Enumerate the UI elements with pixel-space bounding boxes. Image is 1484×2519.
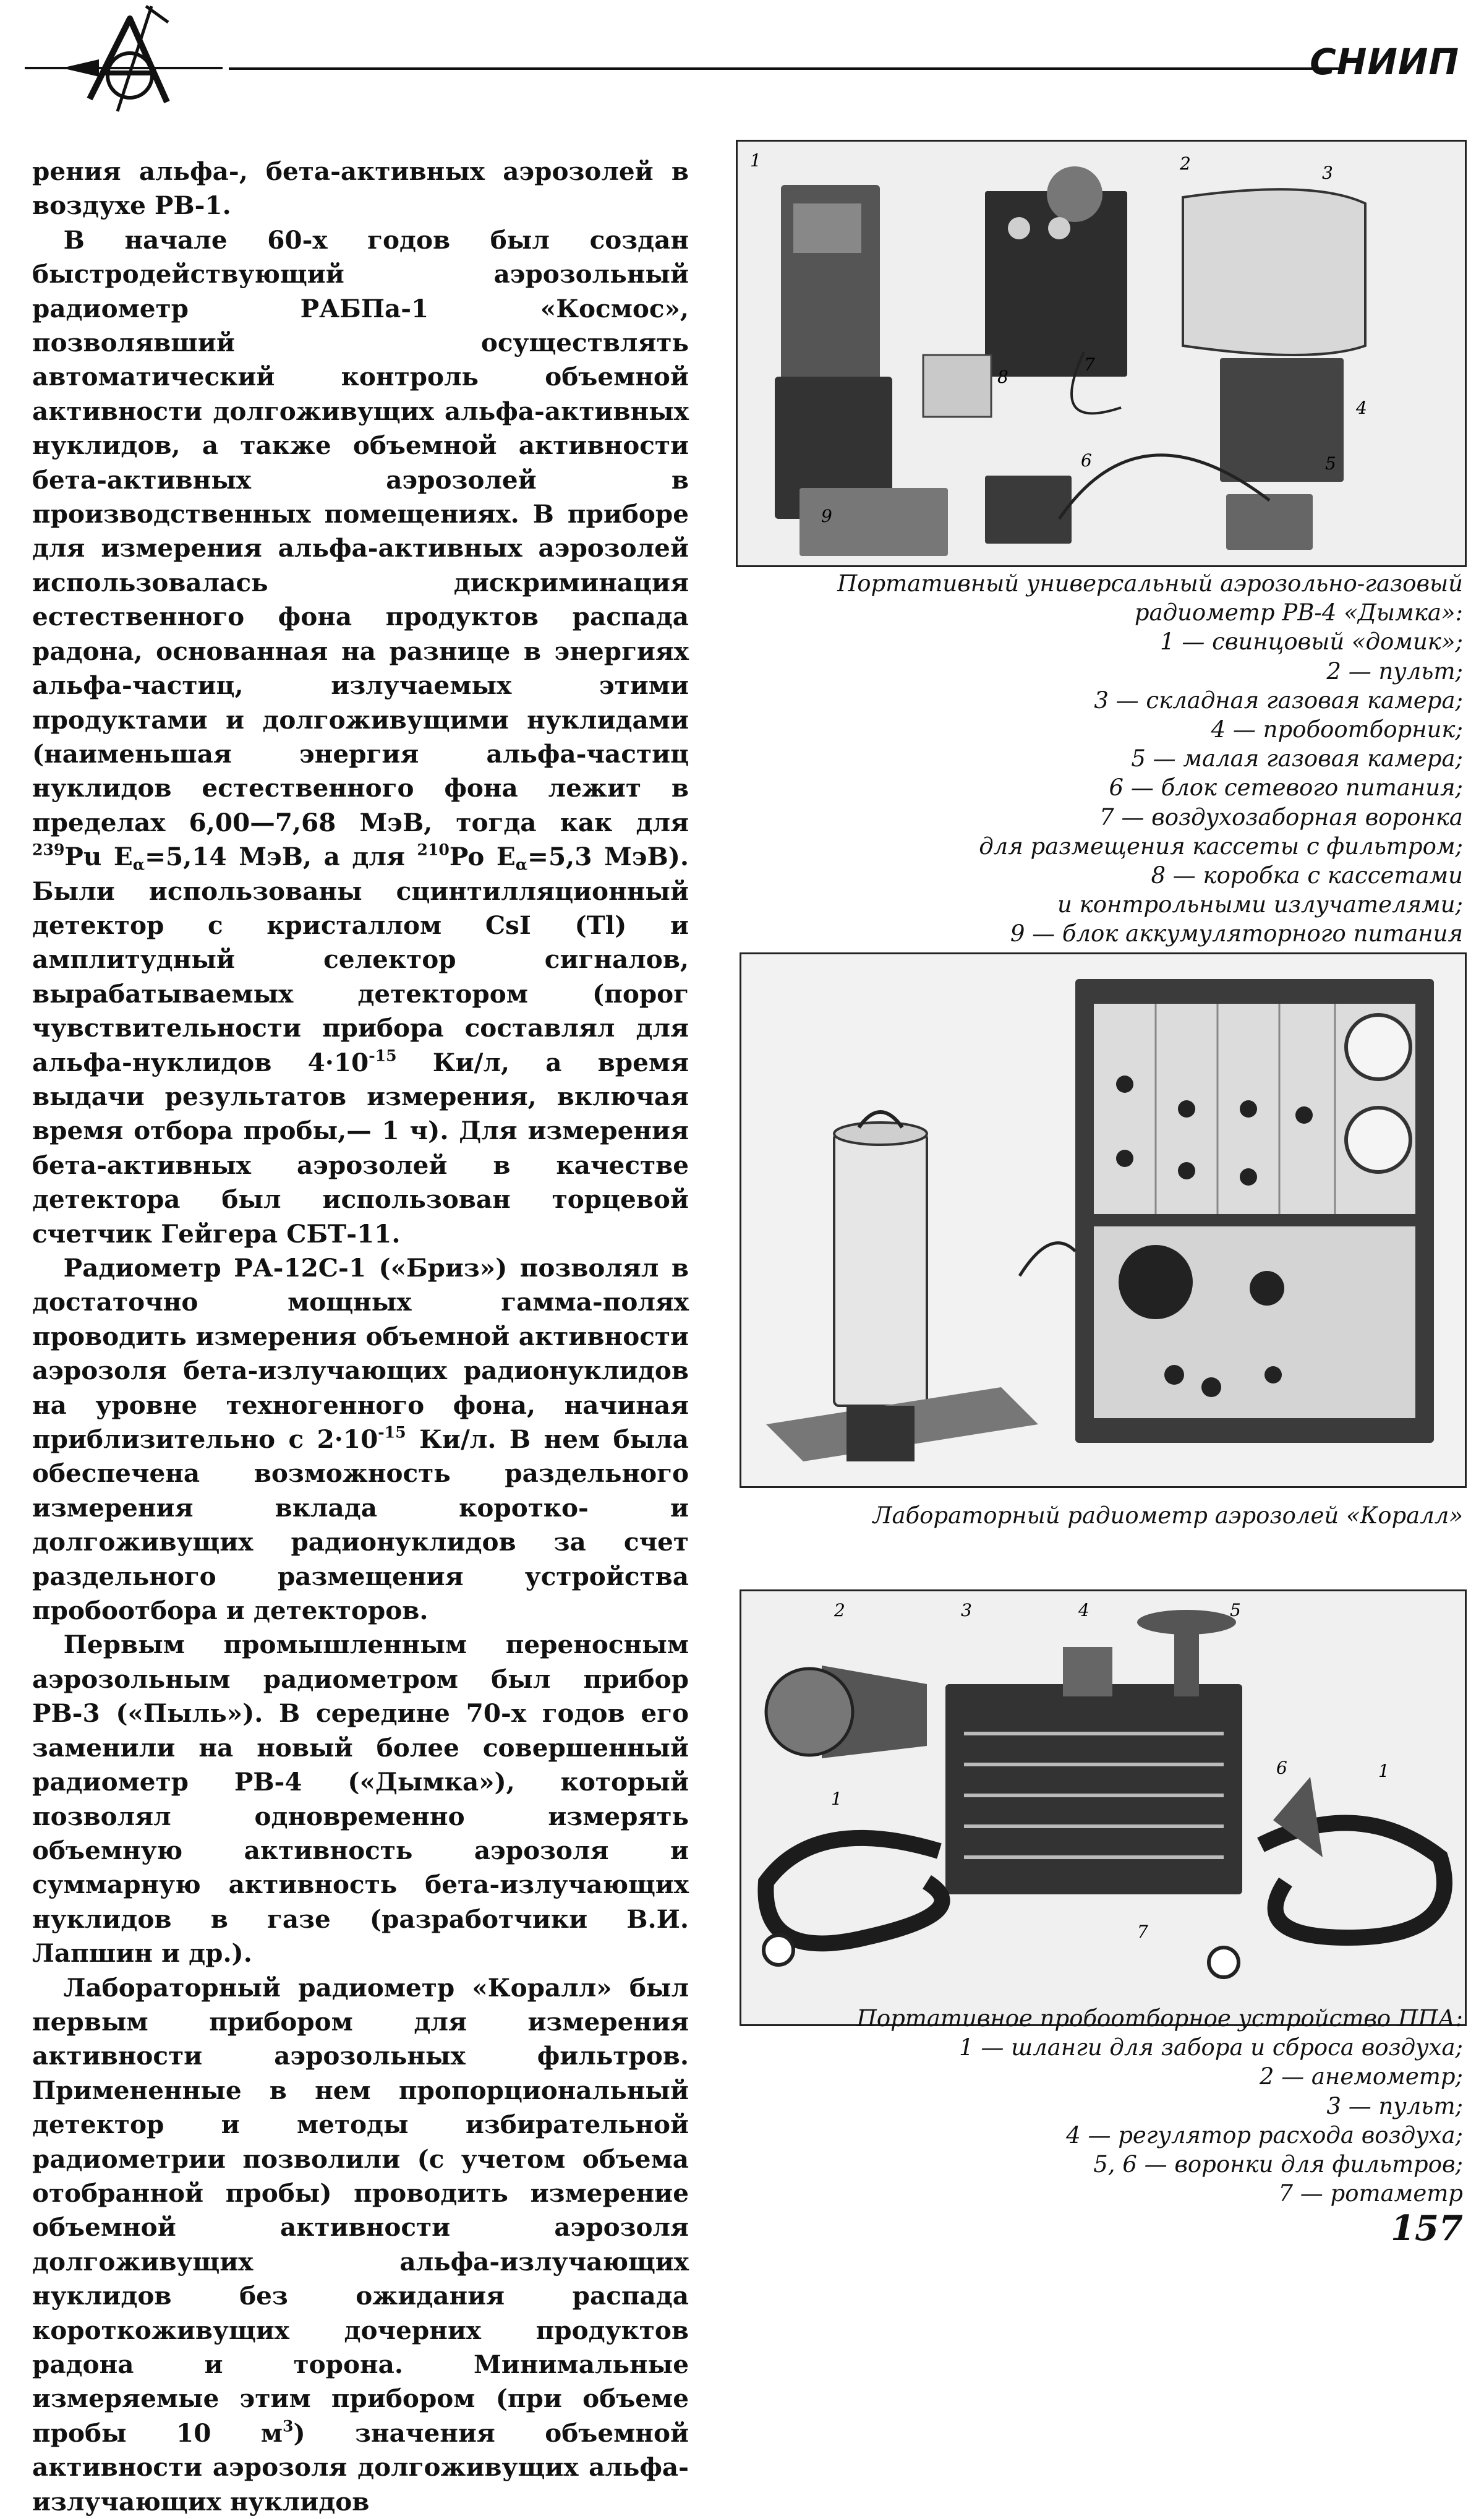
- caption-line: 7 — воздухозаборная воронка: [1099, 803, 1463, 831]
- photo3-label-4: 4: [1078, 1600, 1090, 1620]
- caption-line: 3 — складная газовая камера;: [1094, 686, 1463, 714]
- photo1-label-1: 1: [750, 150, 761, 171]
- photo1-label-2: 2: [1180, 153, 1191, 174]
- sniip-logo-icon: [25, 0, 223, 118]
- paragraph-2: В начале 60-х годов был создан быстродействующий аэрозольный радиометр РАБПа-1 «Космос», позволявший осуществлять автоматический контроль объемной активности долгоживущих альфа-активных нуклидов, а также объемной активности бета-активных аэрозолей в производственных помещениях. В приборе для измерения альфа-активных аэрозолей использовалась дискриминация естественного фона продуктов распада радона, основанная на разнице в энергиях альфа-частиц, излучаемых этими продуктами и долгоживущими нуклидами (наименьшая энергия альфа-частиц нуклидов естественного фона лежит в пределах 6,00—7,68 МэВ, тогда как для $^{239}$Pu $E_\alpha=5,14$ МэВ, а для $^{210}$Po $E_\alpha=5,3$ МэВ). Были использованы сцинтилляционный детектор с кристаллом CsI (Tl) и амплитудный селектор сигналов, вырабатываемых детектором (порог чувствительности прибора составлял для альфа-нуклидов $4\cdot 10^{-15}$ Ки/л, а время выдачи результатов измерения, включая время отбора пробы,— 1 ч). Для измерения бета-активных аэрозолей в качестве детектора был использован торцевой счетчик Гейгера СБТ-11.: [32, 225, 689, 1249]
- caption-line: Портативный универсальный аэрозольно-газовый: [837, 570, 1463, 597]
- photo3-label-6: 6: [1276, 1758, 1287, 1778]
- caption-line: для размещения кассеты с фильтром;: [979, 832, 1463, 860]
- photo-rv4-dymka: [736, 140, 1467, 567]
- header-rule: [229, 67, 1339, 70]
- running-header-title: СНИИП: [1310, 41, 1459, 83]
- photo1-label-9: 9: [821, 506, 832, 526]
- caption-line: 4 — пробоотборник;: [1211, 716, 1463, 743]
- photo1-label-3: 3: [1322, 163, 1333, 183]
- photo-ppa-sampler: [740, 1589, 1467, 2026]
- caption-line: Лабораторный радиометр аэрозолей «Коралл»: [872, 1502, 1463, 1529]
- caption-line: 9 — блок аккумуляторного питания: [1010, 920, 1463, 947]
- figure-1-caption: [837, 569, 1463, 949]
- caption-line: радиометр РВ-4 «Дымка»:: [1134, 599, 1463, 627]
- photo3-label-1b: 1: [1378, 1761, 1389, 1781]
- paragraph-4: Первым промышленным переносным аэрозольным радиометром был прибор РВ-3 («Пыль»). В середине 70-х годов его заменили на новый более совершенный радиометр РВ-4 («Дымка»), который позволял одновременно измерять объемную активность аэрозоля и суммарную активность бета-излучающих нуклидов в газе (разработчики В.И. Лапшин и др.).: [32, 1630, 689, 1969]
- caption-line: Портативное пробоотборное устройство ППА:: [856, 2005, 1463, 2032]
- photo-korall-radiometer: [740, 952, 1467, 1488]
- photo1-label-4: 4: [1356, 398, 1367, 418]
- photo3-label-3: 3: [961, 1600, 972, 1620]
- figure-2-caption: [873, 1501, 1463, 1530]
- caption-line: 5 — малая газовая камера;: [1131, 745, 1463, 772]
- caption-line: 8 — коробка с кассетами: [1151, 862, 1463, 889]
- caption-line: 4 — регулятор расхода воздуха;: [1066, 2121, 1463, 2149]
- caption-line: 5, 6 — воронки для фильтров;: [1093, 2151, 1463, 2178]
- paragraph-1: рения альфа-, бета-активных аэрозолей в воздухе РВ-1.: [32, 156, 689, 221]
- caption-line: 2 — анемометр;: [1259, 2063, 1463, 2090]
- photo3-label-2: 2: [834, 1600, 845, 1620]
- caption-line: и контрольными излучателями;: [1057, 891, 1463, 918]
- caption-line: 1 — шланги для забора и сброса воздуха;: [959, 2034, 1463, 2061]
- photo1-label-8: 8: [997, 367, 1009, 387]
- photo1-label-5: 5: [1325, 453, 1336, 474]
- photo3-label-1a: 1: [831, 1789, 842, 1809]
- caption-line: 6 — блок сетевого питания;: [1109, 774, 1463, 802]
- photo3-label-7: 7: [1137, 1922, 1148, 1942]
- caption-line: 7 — ротаметр: [1278, 2180, 1463, 2207]
- paragraph-5: Лабораторный радиометр «Коралл» был первым прибором для измерения активности аэрозольных фильтров. Примененные в нем пропорциональный детектор и методы избирательной радиометрии позволили (с учетом объема отобранной пробы) проводить измерение объемной активности аэрозоля долгоживущих альфа-излучающих нуклидов без ожидания распада короткоживущих дочерних продуктов радона и торона. Минимальные измеряемые этим прибором (при объеме пробы 10 $м^3$) значения объемной активности аэрозоля долгоживущих альфа-излучающих нуклидов: [32, 1972, 689, 2517]
- page-number: 157: [1391, 2208, 1463, 2249]
- caption-line: 1 — свинцовый «домик»;: [1160, 628, 1463, 656]
- caption-line: 3 — пульт;: [1326, 2092, 1463, 2119]
- caption-line: 2 — пульт;: [1326, 657, 1463, 685]
- paragraph-3: Радиометр РА-12С-1 («Бриз») позволял в достаточно мощных гамма-полях проводить измерения объемной активности аэрозоля бета-излучающих радионуклидов на уровне техногенного фона, начиная приблизительно с $2\cdot 10^{-15}$ Ки/л. В нем была обеспечена возможность раздельного измерения вклада коротко- и долгоживущих радионуклидов за счет раздельного размещения устройства пробоотбора и детекторов.: [32, 1253, 689, 1626]
- photo3-label-5: 5: [1230, 1600, 1241, 1620]
- photo1-label-7: 7: [1084, 354, 1095, 375]
- photo1-label-6: 6: [1081, 450, 1092, 471]
- figure-3-caption: [857, 2004, 1463, 2208]
- body-text-column: [32, 155, 689, 2519]
